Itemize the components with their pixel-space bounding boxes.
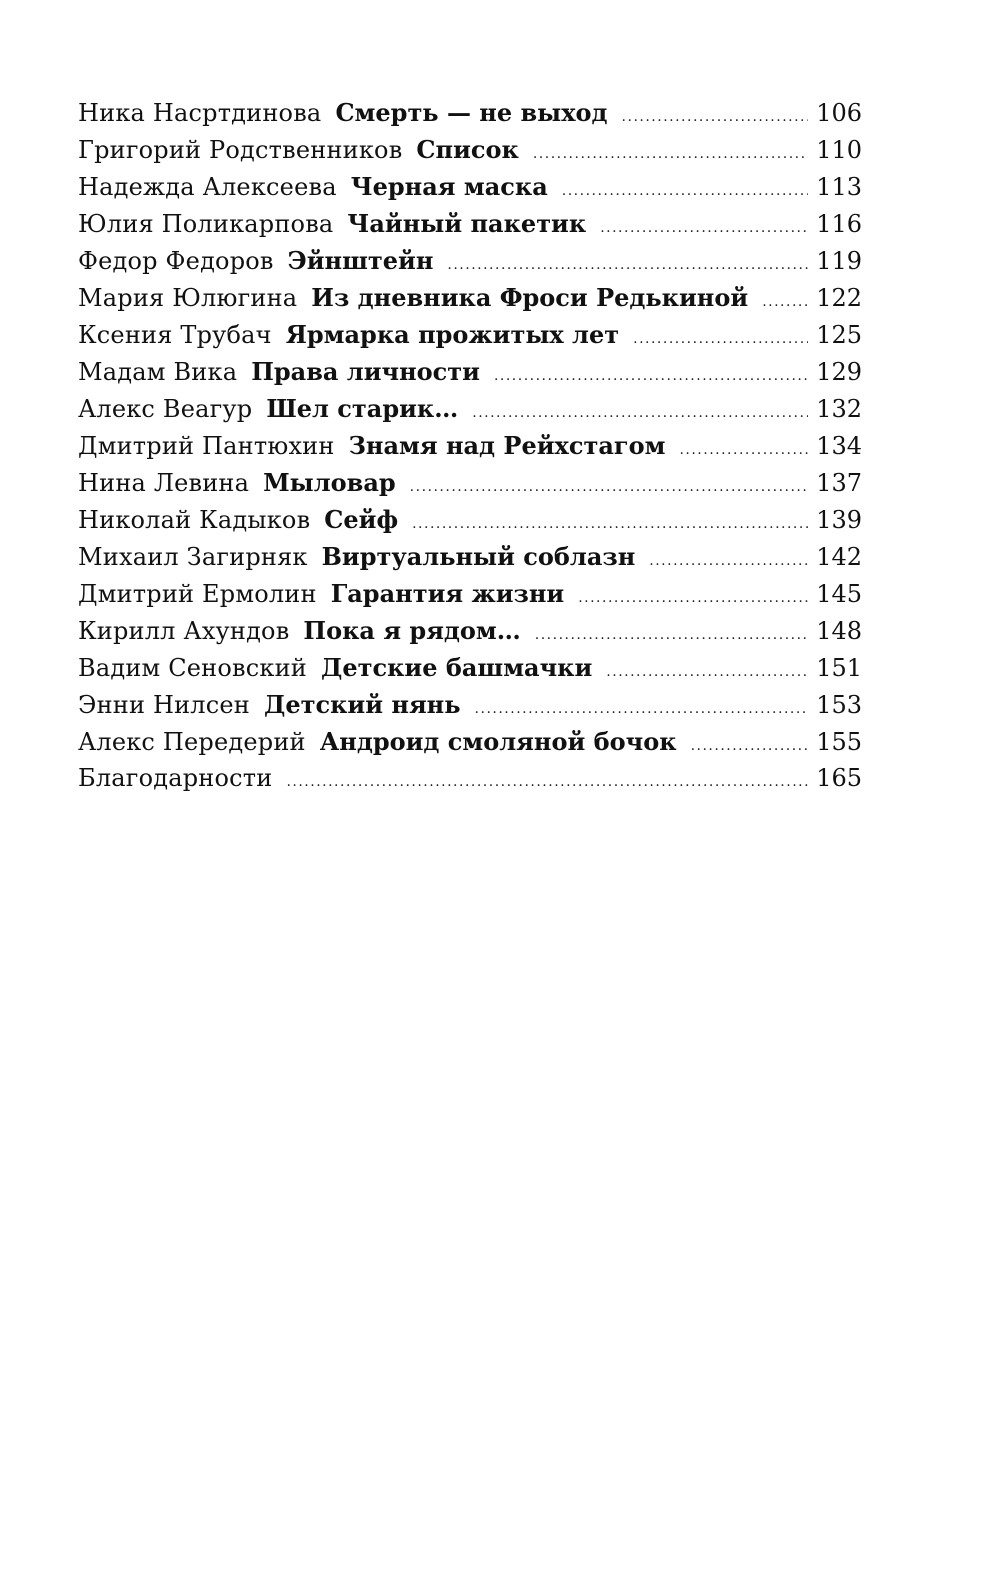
- toc-author: Михаил Загирняк: [78, 543, 308, 571]
- toc-title: Список: [416, 135, 519, 164]
- toc-title: Детский нянь: [264, 690, 461, 719]
- toc-author: Алекс Передерий: [78, 728, 306, 756]
- toc-dot-leader: [533, 136, 808, 173]
- toc-page-number: 142: [816, 543, 862, 571]
- toc-author: Ника Насртдинова: [78, 99, 322, 127]
- toc-entry: [78, 279, 862, 316]
- toc-entry: [78, 612, 862, 649]
- toc-author: Дмитрий Пантюхин: [78, 432, 335, 460]
- toc-dot-leader: [622, 99, 809, 136]
- toc-dot-leader: [578, 580, 808, 617]
- toc-entry: [78, 686, 862, 723]
- toc-page-number: 129: [816, 358, 862, 386]
- toc-title: Знамя над Рейхстагом: [348, 431, 666, 460]
- toc-page-number: 110: [816, 136, 862, 164]
- toc-title: Мыловар: [263, 468, 396, 497]
- toc-page-number: 119: [816, 247, 862, 275]
- toc-title: Сейф: [324, 505, 399, 534]
- toc-entry: [78, 501, 862, 538]
- toc-title: Черная маска: [350, 172, 548, 201]
- toc-title: Эйнштейн: [287, 246, 434, 275]
- toc-dot-leader: [562, 173, 808, 210]
- toc-entry: [78, 723, 862, 760]
- toc-title: Шел старик…: [266, 394, 459, 423]
- toc-page-number: 122: [816, 284, 862, 312]
- toc-author: Надежда Алексеева: [78, 173, 337, 201]
- toc-entry: [78, 168, 862, 205]
- toc-dot-leader: [286, 764, 808, 801]
- toc-author: Кирилл Ахундов: [78, 617, 290, 645]
- toc-title: Детские башмачки: [320, 653, 593, 682]
- toc-page-number: 151: [816, 654, 862, 682]
- toc-author: Мадам Вика: [78, 358, 238, 386]
- toc-entry: [78, 242, 862, 279]
- toc-page-number: 113: [816, 173, 862, 201]
- toc-author: Алекс Веагур: [78, 395, 253, 423]
- toc-dot-leader: [649, 543, 808, 580]
- toc-dot-leader: [691, 728, 809, 765]
- toc-page-number: 132: [816, 395, 862, 423]
- toc-page-number: 155: [816, 728, 862, 756]
- toc-title: Гарантия жизни: [330, 579, 565, 608]
- toc-author: Дмитрий Ермолин: [78, 580, 317, 608]
- toc-author: Нина Левина: [78, 469, 250, 497]
- toc-title: Чайный пакетик: [347, 209, 587, 238]
- toc-section-label: Благодарности: [78, 764, 273, 792]
- toc-title: Из дневника Фроси Редькиной: [311, 283, 749, 312]
- toc-entry: [78, 205, 862, 242]
- toc-entry: [78, 427, 862, 464]
- toc-page-number: 106: [816, 99, 862, 127]
- toc-dot-leader: [410, 469, 809, 506]
- toc-page-number: 139: [816, 506, 862, 534]
- toc-author: Мария Юлюгина: [78, 284, 298, 312]
- toc-title: Ярмарка прожитых лет: [285, 320, 620, 349]
- toc-entry: [78, 538, 862, 575]
- toc-dot-leader: [679, 432, 808, 469]
- toc-author: Григорий Родственников: [78, 136, 403, 164]
- toc-title: Пока я рядом…: [303, 616, 521, 645]
- toc-entry: [78, 649, 862, 686]
- toc-entry: [78, 353, 862, 390]
- toc-entry: [78, 464, 862, 501]
- toc-dot-leader: [494, 358, 808, 395]
- toc-title: Смерть — не выход: [335, 98, 608, 127]
- toc-page-number: 137: [816, 469, 862, 497]
- toc-author: Юлия Поликарпова: [78, 210, 334, 238]
- toc-page-number: 165: [816, 764, 862, 792]
- toc-entry: [78, 94, 862, 131]
- toc-entry-acknowledgements: [78, 760, 862, 797]
- toc-page-number: 148: [816, 617, 862, 645]
- toc-page-number: 153: [816, 691, 862, 719]
- toc-page-number: 125: [816, 321, 862, 349]
- toc-dot-leader: [600, 210, 808, 247]
- toc-entry: [78, 575, 862, 612]
- toc-author: Энни Нилсен: [78, 691, 250, 719]
- toc-author: Вадим Сеновский: [78, 654, 307, 682]
- table-of-contents: [78, 94, 862, 797]
- toc-entry: [78, 390, 862, 427]
- toc-page-number: 134: [816, 432, 862, 460]
- toc-dot-leader: [633, 321, 808, 358]
- toc-entry: [78, 131, 862, 168]
- toc-title: Виртуальный соблазн: [321, 542, 636, 571]
- toc-page-number: 145: [816, 580, 862, 608]
- toc-dot-leader: [762, 284, 808, 321]
- toc-title: Андроид смоляной бочок: [319, 727, 677, 756]
- toc-entry: [78, 316, 862, 353]
- toc-author: Федор Федоров: [78, 247, 274, 275]
- toc-dot-leader: [606, 654, 808, 691]
- toc-author: Николай Кадыков: [78, 506, 311, 534]
- toc-page-number: 116: [816, 210, 862, 238]
- toc-author: Ксения Трубач: [78, 321, 272, 349]
- toc-title: Права личности: [251, 357, 480, 386]
